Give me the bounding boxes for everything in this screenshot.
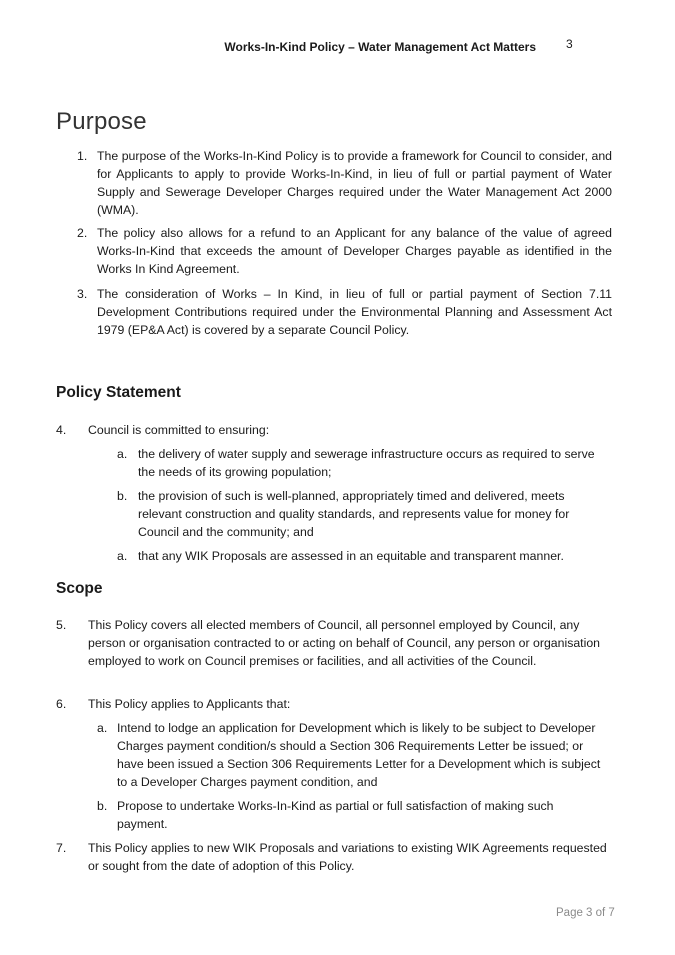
- item-text: The policy also allows for a refund to an Applicant for any balance of the value of agreed Works-In-Kind that exceeds the amount of Developer Charges payable as identified in the Works In Kind Agreement.: [97, 226, 612, 276]
- item-number: 4.: [56, 423, 67, 437]
- header-title: Works-In-Kind Policy – Water Management Act Matters: [224, 40, 536, 54]
- policy-statement-heading: Policy Statement: [56, 384, 181, 401]
- item-number: 5.: [56, 618, 67, 632]
- item-text: This Policy applies to Applicants that:: [88, 697, 291, 711]
- subitem-text: Propose to undertake Works-In-Kind as partial or full satisfaction of making such payment.: [117, 799, 554, 831]
- item-text: The purpose of the Works-In-Kind Policy is to provide a framework for Council to consider, and for Applicants to apply to provide Works-In-Kind, in lieu of full or partial payment of Water Supply and Sewerage Developer Charges required under the Water Management Act 2000 (WMA).: [97, 149, 612, 217]
- item-text: This Policy applies to new WIK Proposals and variations to existing WIK Agreements requested or sought from the date of adoption of this Policy.: [88, 841, 607, 873]
- item-number: 6.: [56, 697, 67, 711]
- subitem-text: the delivery of water supply and sewerage infrastructure occurs as required to serve the needs of its growing population;: [138, 447, 595, 479]
- subitem-letter: b.: [117, 489, 128, 503]
- item-number: 7.: [56, 841, 67, 855]
- header-page-number: 3: [566, 37, 573, 51]
- subitem-letter: a.: [117, 447, 128, 461]
- item-text: The consideration of Works – In Kind, in lieu of full or partial payment of Section 7.11 Development Contributions required under the Environmental Planning and Assessment Act 1979 (EP&A Act) is covered by a separate Council Policy.: [97, 287, 612, 337]
- item-number: 1.: [77, 149, 88, 163]
- subitem-letter: b.: [97, 799, 108, 813]
- item-text: Council is committed to ensuring:: [88, 423, 270, 437]
- subitem-text: that any WIK Proposals are assessed in an equitable and transparent manner.: [138, 549, 564, 563]
- item-number: 3.: [77, 287, 88, 301]
- subitem-letter: a.: [117, 549, 128, 563]
- item-text: This Policy covers all elected members of Council, all personnel employed by Council, any person or organisation contracted to or acting on behalf of Council, any person or organisation employed to work on Council premises or facilities, and all activities of the Council.: [88, 618, 601, 668]
- subitem-text: the provision of such is well-planned, appropriately timed and delivered, meets relevant construction and quality standards, and represents value for money for Council and the community; and: [138, 489, 570, 539]
- scope-heading: Scope: [56, 580, 103, 597]
- subitem-letter: a.: [97, 721, 108, 735]
- item-number: 2.: [77, 226, 88, 240]
- footer-page-label: Page 3 of 7: [556, 907, 615, 919]
- subitem-text: Intend to lodge an application for Development which is likely to be subject to Developer Charges payment condition/s should a Section 306 Requirements Letter be issued; or have been issued a Section 306 Requirements Letter for a Development which is subject to a Developer Charges payment condition, and: [117, 721, 601, 789]
- purpose-heading: Purpose: [56, 108, 147, 135]
